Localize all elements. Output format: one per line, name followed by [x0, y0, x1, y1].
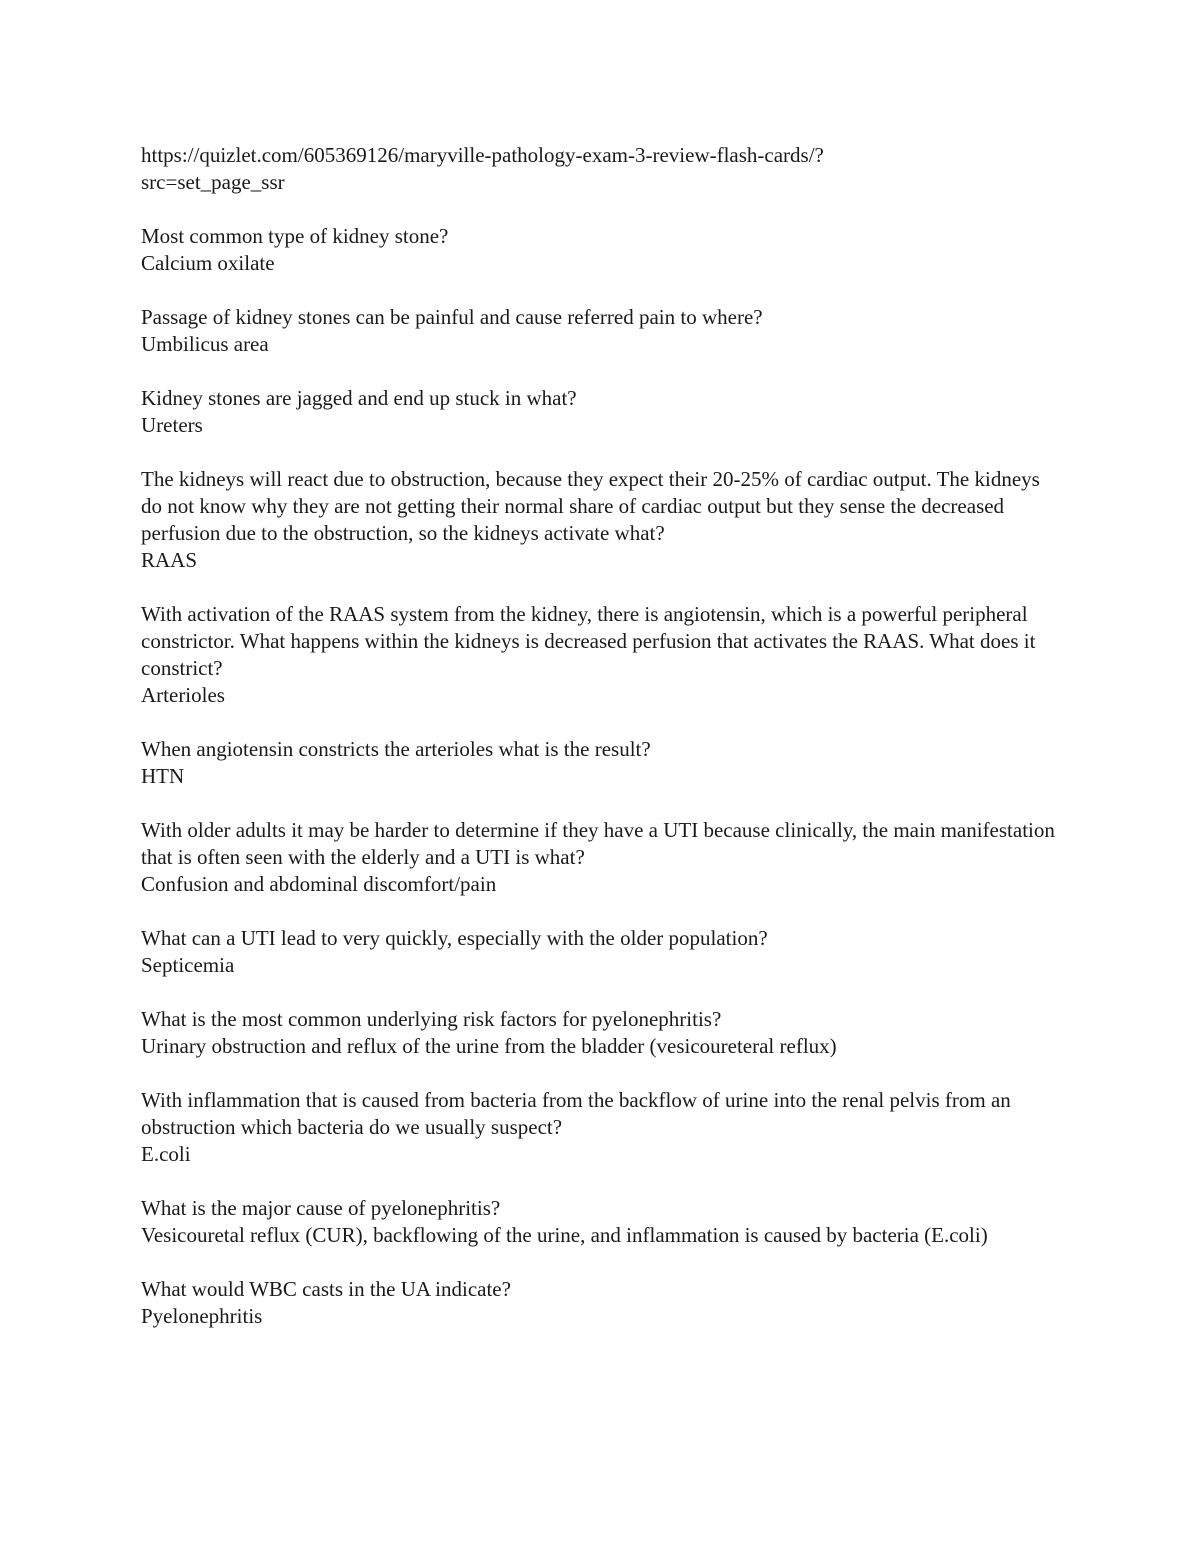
question-text: Most common type of kidney stone? [141, 224, 449, 248]
source-url-line-2: src=set_page_ssr [141, 170, 285, 194]
flashcard [141, 1276, 1061, 1330]
flashcard [141, 223, 1061, 277]
flashcard [141, 385, 1061, 439]
answer-text: Pyelonephritis [141, 1304, 263, 1328]
answer-text: E.coli [141, 1142, 191, 1166]
source-url [141, 142, 1061, 196]
flashcard [141, 601, 1061, 709]
flashcard [141, 1087, 1061, 1168]
flashcard [141, 304, 1061, 358]
answer-text: Vesicouretal reflux (CUR), backflowing of the urine, and inflammation is caused by bacteria (E.coli) [141, 1223, 988, 1247]
question-text: What is the most common underlying risk factors for pyelonephritis? [141, 1007, 722, 1031]
source-url-line-1: https://quizlet.com/605369126/maryville-pathology-exam-3-review-flash-cards/? [141, 143, 824, 167]
question-text: With activation of the RAAS system from the kidney, there is angiotensin, which is a powerful peripheral constrictor. What happens within the kidneys is decreased perfusion that activates the RAAS. What does it constrict? [141, 602, 1036, 680]
answer-text: Calcium oxilate [141, 251, 275, 275]
answer-text: HTN [141, 764, 185, 788]
answer-text: Arterioles [141, 683, 225, 707]
answer-text: Urinary obstruction and reflux of the urine from the bladder (vesicoureteral reflux) [141, 1034, 837, 1058]
question-text: When angiotensin constricts the arterioles what is the result? [141, 737, 651, 761]
question-text: What can a UTI lead to very quickly, especially with the older population? [141, 926, 768, 950]
question-text: What is the major cause of pyelonephritis? [141, 1196, 501, 1220]
question-text: Kidney stones are jagged and end up stuck in what? [141, 386, 577, 410]
question-text: Passage of kidney stones can be painful and cause referred pain to where? [141, 305, 763, 329]
answer-text: Confusion and abdominal discomfort/pain [141, 872, 497, 896]
question-text: With inflammation that is caused from bacteria from the backflow of urine into the renal pelvis from an obstruction which bacteria do we usually suspect? [141, 1088, 1011, 1139]
question-text: What would WBC casts in the UA indicate? [141, 1277, 511, 1301]
flashcard [141, 1006, 1061, 1060]
answer-text: RAAS [141, 548, 198, 572]
flashcard [141, 466, 1061, 574]
answer-text: Septicemia [141, 953, 235, 977]
question-text: With older adults it may be harder to determine if they have a UTI because clinically, the main manifestation that is often seen with the elderly and a UTI is what? [141, 818, 1055, 869]
document-body [141, 142, 1061, 1357]
flashcard [141, 1195, 1061, 1249]
answer-text: Ureters [141, 413, 203, 437]
flashcard [141, 736, 1061, 790]
flashcard [141, 817, 1061, 898]
answer-text: Umbilicus area [141, 332, 269, 356]
flashcard [141, 925, 1061, 979]
question-text: The kidneys will react due to obstruction, because they expect their 20-25% of cardiac output. The kidneys do not know why they are not getting their normal share of cardiac output but they sense the decreased perfusion due to the obstruction, so the kidneys activate what? [141, 467, 1040, 545]
